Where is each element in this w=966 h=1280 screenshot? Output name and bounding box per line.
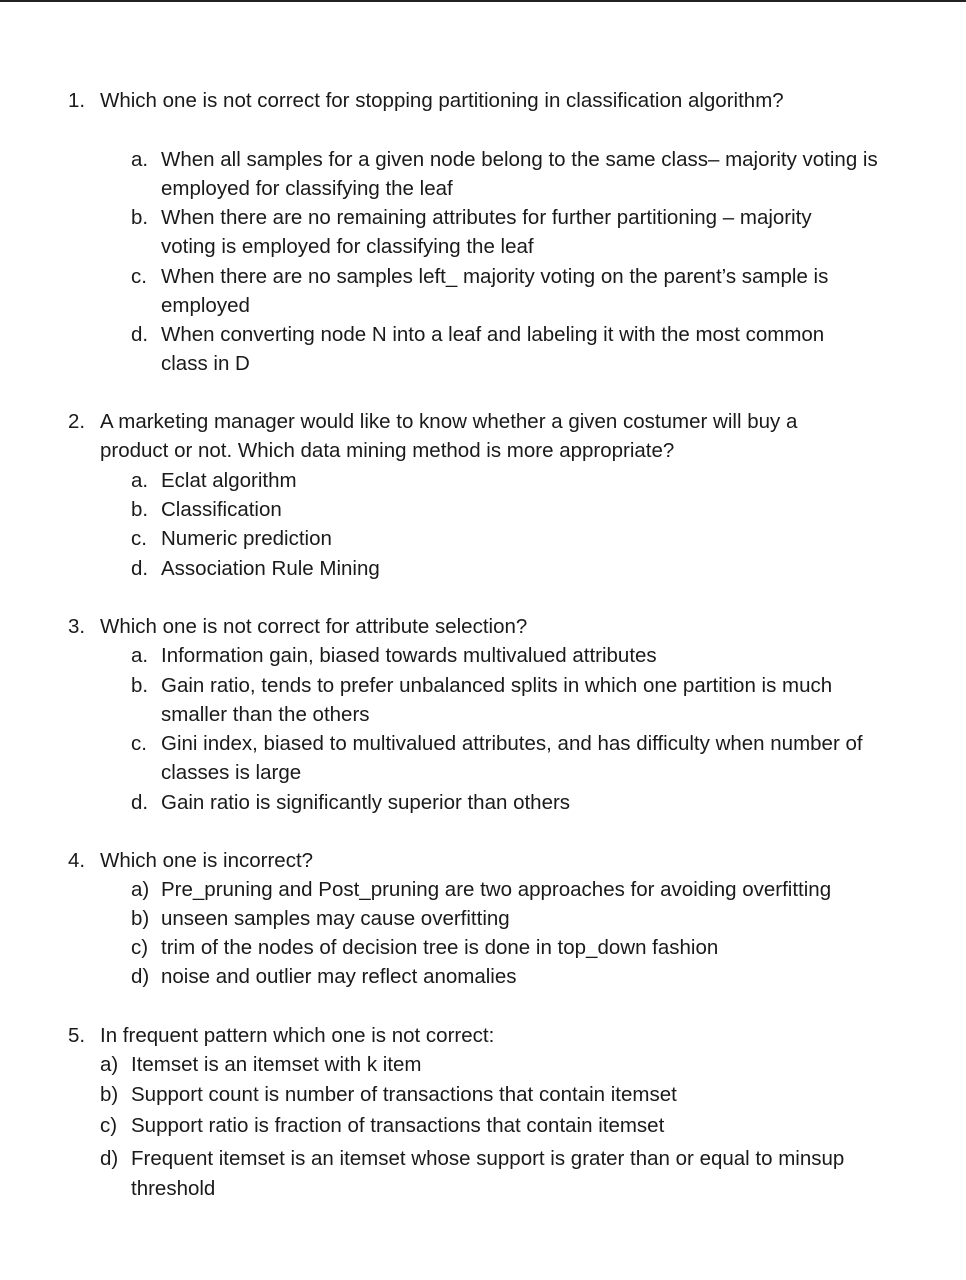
option-label: c): [100, 1114, 118, 1137]
option-label: a.: [131, 469, 149, 492]
option-text: Gini index, biased to multivalued attributes, and has difficulty when number of: [161, 732, 863, 755]
option-text: noise and outlier may reflect anomalies: [161, 965, 517, 988]
question-number: 2.: [68, 410, 86, 433]
option-text: smaller than the others: [161, 703, 370, 726]
question-stem: Which one is not correct for stopping partitioning in classification algorithm?: [100, 89, 784, 112]
option-text: voting is employed for classifying the leaf: [161, 235, 534, 258]
option-label: a): [131, 878, 150, 901]
option-text: Information gain, biased towards multivalued attributes: [161, 644, 657, 667]
question-stem: A marketing manager would like to know whether a given costumer will buy a: [100, 410, 798, 433]
option-label: d.: [131, 557, 149, 580]
option-label: c.: [131, 527, 147, 550]
option-label: b): [100, 1083, 119, 1106]
option-text: When converting node N into a leaf and labeling it with the most common: [161, 323, 825, 346]
option-text: threshold: [131, 1177, 216, 1200]
option-text: unseen samples may cause overfitting: [161, 907, 510, 930]
question-stem: product or not. Which data mining method is more appropriate?: [100, 439, 675, 462]
option-text: Association Rule Mining: [161, 557, 380, 580]
option-text: When there are no remaining attributes for further partitioning – majority: [161, 206, 812, 229]
option-text: Pre_pruning and Post_pruning are two approaches for avoiding overfitting: [161, 878, 832, 901]
option-label: a.: [131, 148, 149, 171]
option-label: d.: [131, 323, 149, 346]
option-text: Classification: [161, 498, 282, 521]
option-label: b): [131, 907, 150, 930]
option-label: d): [100, 1147, 119, 1170]
option-text: Gain ratio, tends to prefer unbalanced splits in which one partition is much: [161, 674, 833, 697]
option-label: a): [100, 1053, 119, 1076]
option-label: b.: [131, 206, 149, 229]
option-text: Gain ratio is significantly superior than others: [161, 791, 571, 814]
question-stem: In frequent pattern which one is not correct:: [100, 1024, 495, 1047]
option-label: b.: [131, 674, 149, 697]
option-text: Numeric prediction: [161, 527, 332, 550]
option-label: d.: [131, 791, 149, 814]
option-text: class in D: [161, 352, 250, 375]
question-number: 3.: [68, 615, 86, 638]
option-text: Support ratio is fraction of transactions that contain itemset: [131, 1114, 665, 1137]
option-label: d): [131, 965, 150, 988]
question-number: 1.: [68, 89, 86, 112]
option-text: employed for classifying the leaf: [161, 177, 453, 200]
option-label: a.: [131, 644, 149, 667]
option-text: Eclat algorithm: [161, 469, 297, 492]
option-text: When there are no samples left_ majority voting on the parent’s sample is: [161, 265, 829, 288]
option-text: When all samples for a given node belong to the same class– majority voting is: [161, 148, 878, 171]
question-number: 4.: [68, 849, 86, 872]
option-text: employed: [161, 294, 250, 317]
option-label: c.: [131, 265, 147, 288]
question-number: 5.: [68, 1024, 86, 1047]
question-stem: Which one is incorrect?: [100, 849, 314, 872]
option-text: classes is large: [161, 761, 302, 784]
option-text: Support count is number of transactions that contain itemset: [131, 1083, 677, 1106]
option-text: trim of the nodes of decision tree is done in top_down fashion: [161, 936, 719, 959]
question-stem: Which one is not correct for attribute selection?: [100, 615, 528, 638]
option-text: Frequent itemset is an itemset whose support is grater than or equal to minsup: [131, 1147, 845, 1170]
option-label: c.: [131, 732, 147, 755]
option-label: b.: [131, 498, 149, 521]
option-label: c): [131, 936, 149, 959]
option-text: Itemset is an itemset with k item: [131, 1053, 422, 1076]
